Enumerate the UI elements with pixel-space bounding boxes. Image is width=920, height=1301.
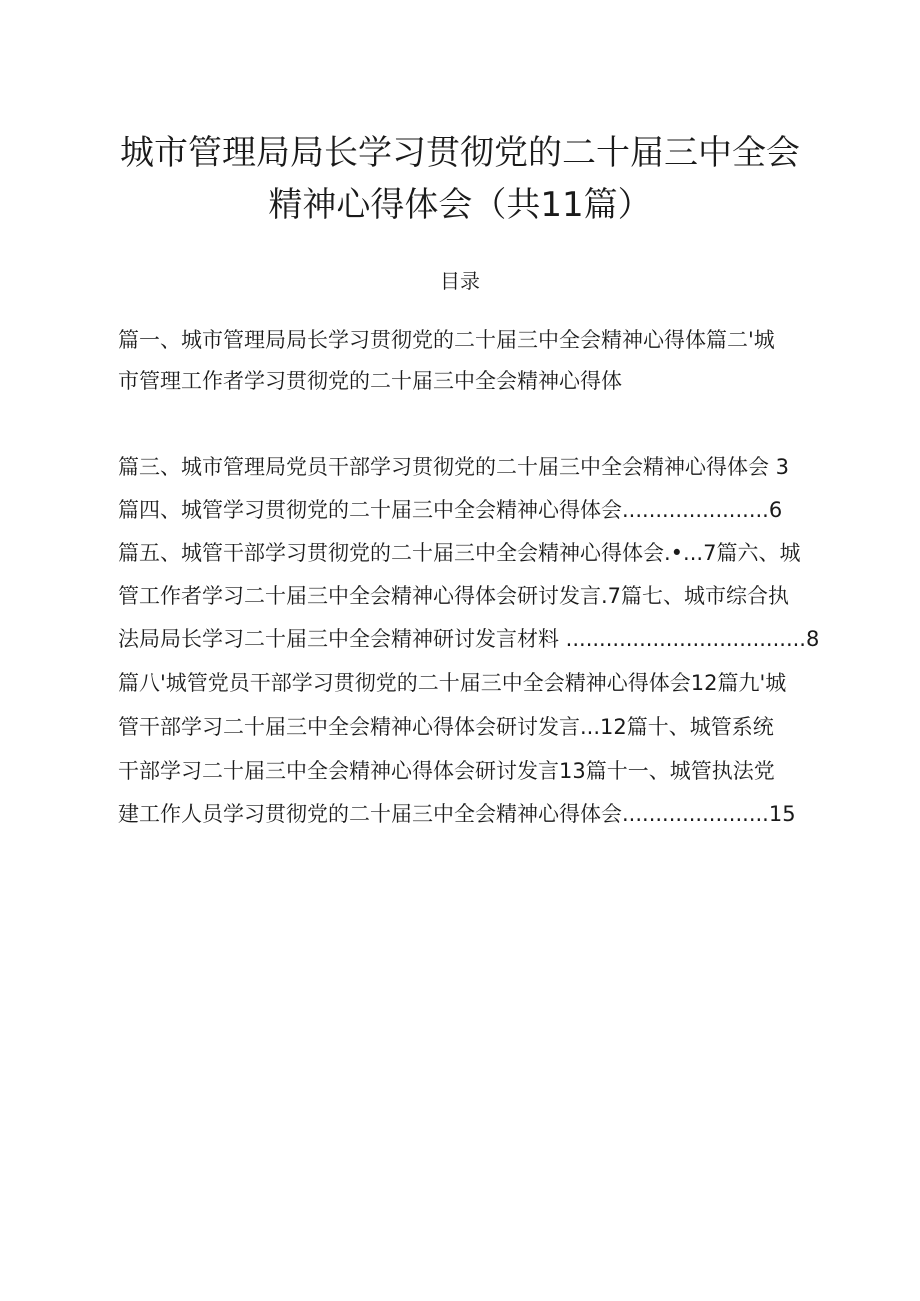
toc-heading: 目录 (440, 269, 480, 293)
toc-line: 篇五、城管干部学习贯彻党的二十届三中全会精神心得体会.•...7篇六、城 (118, 541, 801, 565)
document-title-line-2: 精神心得体会（共11篇） (268, 185, 652, 225)
toc-line: 干部学习二十届三中全会精神心得体会研讨发言13篇十一、城管执法党 (118, 759, 775, 783)
toc-line: 篇三、城市管理局党员干部学习贯彻党的二十届三中全会精神心得体会 3 (118, 455, 790, 479)
toc-line: 篇一、城市管理局局长学习贯彻党的二十届三中全会精神心得体篇二'城 (118, 328, 775, 352)
toc-line: 法局局长学习二十届三中全会精神研讨发言材料 ....................................8 (118, 627, 820, 651)
toc-line: 市管理工作者学习贯彻党的二十届三中全会精神心得体 (118, 369, 622, 393)
toc-line: 管干部学习二十届三中全会精神心得体会研讨发言...12篇十、城管系统 (118, 715, 774, 739)
toc-line: 管工作者学习二十届三中全会精神心得体会研讨发言.7篇七、城市综合执 (118, 584, 790, 608)
toc-line: 篇八'城管党员干部学习贯彻党的二十届三中全会精神心得体会12篇九'城 (118, 671, 787, 695)
document-title-line-1: 城市管理局局长学习贯彻党的二十届三中全会 (120, 133, 800, 173)
toc-line: 建工作人员学习贯彻党的二十届三中全会精神心得体会......................15 (118, 802, 796, 826)
toc-line: 篇四、城管学习贯彻党的二十届三中全会精神心得体会......................6 (118, 498, 783, 522)
